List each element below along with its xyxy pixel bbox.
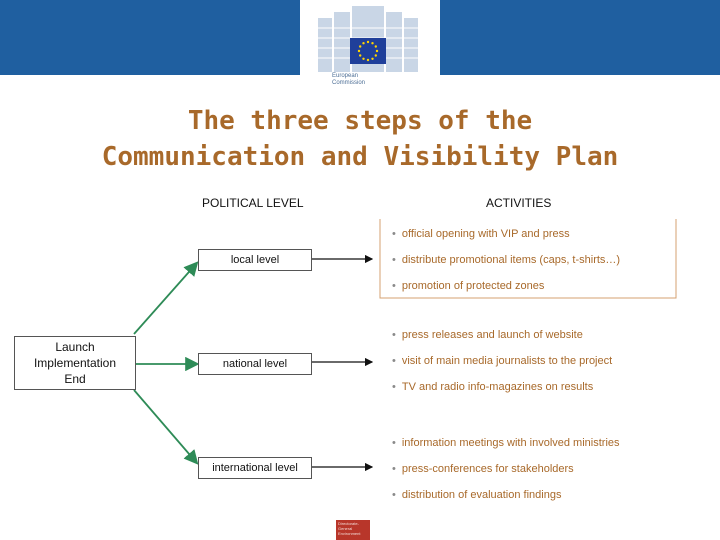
activities-heading: ACTIVITIES [486,196,552,210]
activity-item: • information meetings with involved ministries [392,437,620,449]
stage-end: End [64,372,86,386]
activity-item: • distribution of evaluation findings [392,489,562,501]
political-level-heading: POLITICAL LEVEL [202,196,304,210]
page-title: The three steps of the Communication and Visibility Plan [101,106,619,172]
activity-item: • distribute promotional items (caps, t-shirts…) [392,254,621,266]
activity-item: • press-conferences for stakeholders [392,463,574,475]
stage-launch: Launch [55,340,95,354]
arrow-to-local [134,264,196,334]
activity-item: • official opening with VIP and press [392,228,570,240]
international-level-box: international level [198,457,312,479]
stage-implementation: Implementation [33,356,117,370]
arrow-to-international [134,390,196,462]
activity-item: • visit of main media journalists to the project [392,355,613,367]
national-level-box: national level [198,353,312,375]
stage-box [14,336,136,390]
activity-item: • press releases and launch of website [392,329,583,341]
activity-item: • promotion of protected zones [392,280,545,292]
activity-item: • TV and radio info-magazines on results [392,381,594,393]
logo-caption: European Commission [332,73,366,86]
footer-dg-logo: Directorate-General Environment [336,520,370,540]
local-level-box: local level [198,249,312,271]
